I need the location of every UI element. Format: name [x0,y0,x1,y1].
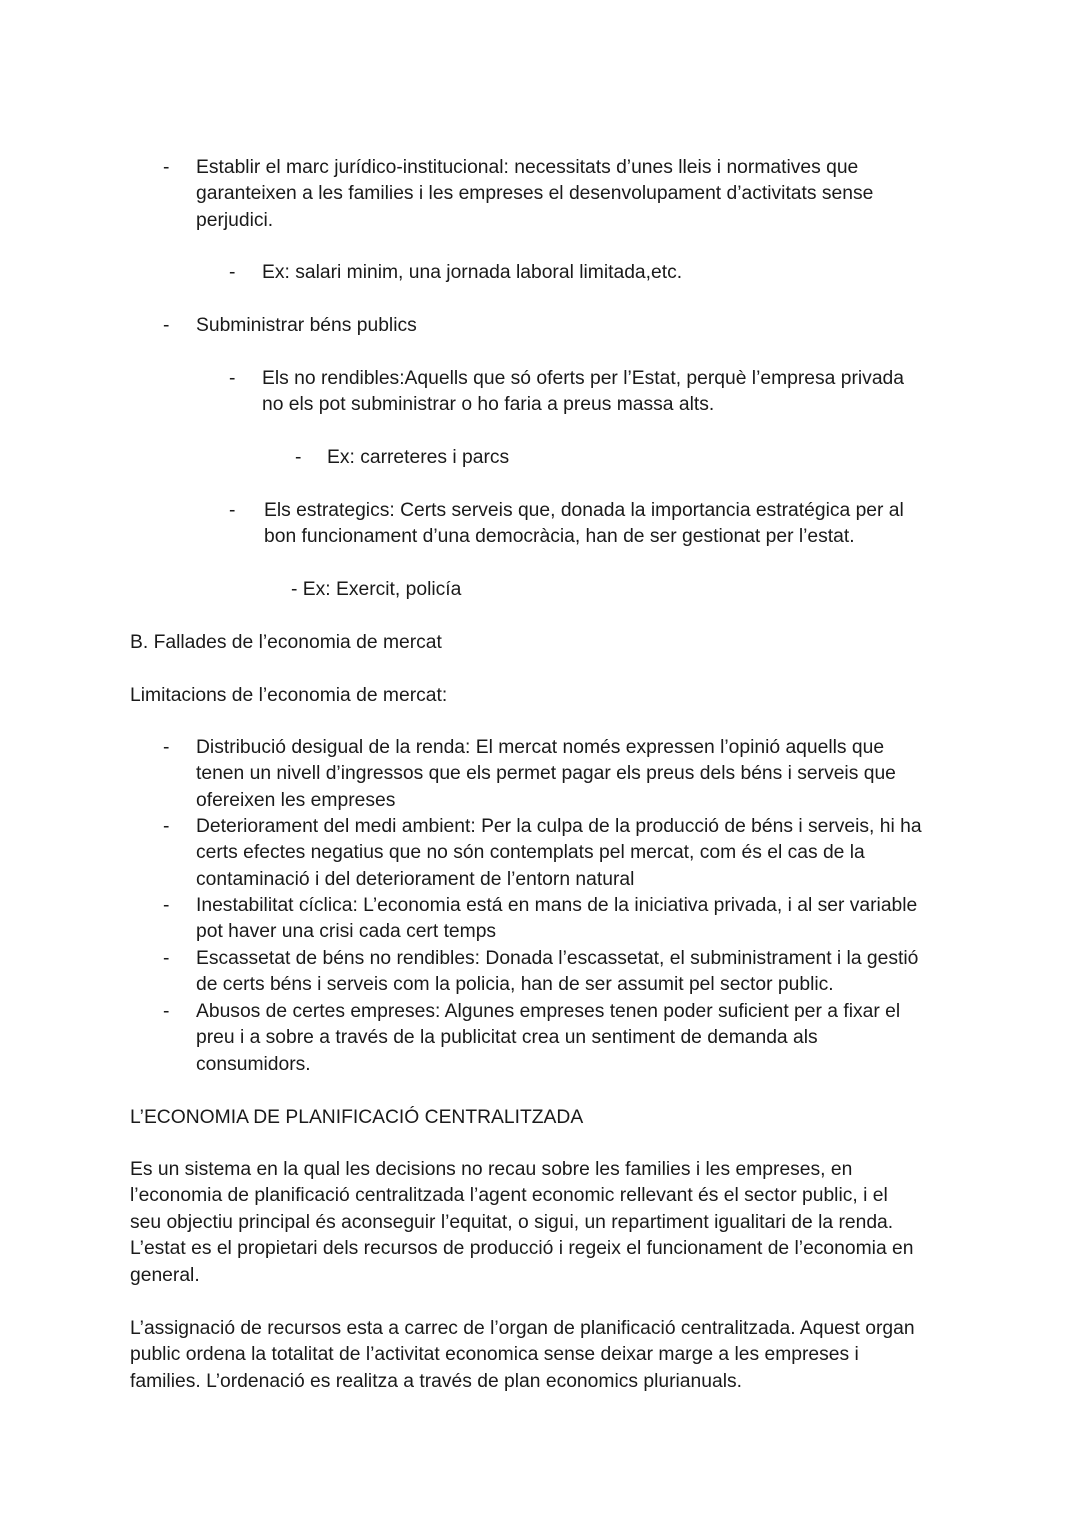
text-line: families. L’ordenació es realitza a través de plan economics plurianuals. [130,1370,742,1392]
bullet-dash: - [163,816,170,837]
text-line: preu i a sobre a través de la publicitat crea un sentiment de demanda als [196,1027,818,1049]
text-line: Es un sistema en la qual les decisions no recau sobre les families i les empreses, en [130,1159,853,1180]
text-line: general. [130,1264,200,1286]
text-line: Els no rendibles:Aquells que só oferts per l’Estat, perquè l’empresa privada [262,368,904,389]
paragraph-planned-economy-definition [130,1157,913,1289]
paragraph-resource-allocation [130,1316,915,1395]
example-roads-parks: Ex: carreteres i parcs [327,447,510,468]
text-line: L’assignació de recursos esta a carrec de l’organ de planificació centralitzada. Aquest organ [130,1318,915,1339]
bullet-public-goods: Subministrar béns publics [196,315,417,336]
text-line: seu objectiu principal és aconseguir l’equitat, o sigui, un repartiment igualitari de la renda. [130,1211,894,1233]
sub-bullet-dash: - [229,368,236,389]
text-line: de certs béns i serveis com la policia, han de ser assumit pel sector public. [196,974,834,996]
text-line: L’estat es el propietari dels recursos de producció i regeix el funcionament de l’economia en [130,1238,914,1260]
text-line: Abusos de certes empreses: Algunes empreses tenen poder suficient per a fixar el [196,1001,901,1022]
text-line: garanteixen a les families i les empreses el desenvolupament d’activitats sense [196,183,874,205]
sub-bullet-dash: - [229,500,236,521]
example-minimum-wage: Ex: salari minim, una jornada laboral limitada,etc. [262,262,683,283]
text-line: l’economia de planificació centralitzada l’agent economic rellevant és el sector public, i el [130,1185,888,1207]
text-line: Deteriorament del medi ambient: Per la culpa de la producció de béns i serveis, hi ha [196,816,922,837]
bullet-dash: - [163,737,170,758]
example-army-police: - Ex: Exercit, policía [291,579,462,600]
bullet-legal-framework [196,155,873,234]
text-line: tenen un nivell d’ingressos que els permet pagar els preus dels béns i serveis que [196,763,896,785]
text-line: bon funcionament d’una democràcia, han de ser gestionat per l’estat. [264,526,855,548]
limitation-scarcity [196,946,918,999]
bullet-dash: - [163,315,170,336]
sub-sub-bullet-dash: - [295,447,302,468]
text-line: public ordena la totalitat de l’activitat economica sense deixar marge a les empreses i [130,1344,859,1366]
text-line: contaminació i del deteriorament de l’entorn natural [196,868,635,890]
limitation-environment [196,814,922,893]
section-heading-planned-economy: L’ECONOMIA DE PLANIFICACIÓ CENTRALITZADA [130,1107,584,1128]
limitations-intro: Limitacions de l’economia de mercat: [130,685,448,706]
text-line: consumidors. [196,1053,311,1075]
text-line: certs efectes negatius que no són contemplats pel mercat, com és el cas de la [196,842,865,864]
text-line: Establir el marc jurídico-institucional: necessitats d’unes lleis i normatives que [196,157,859,178]
text-line: Escassetat de béns no rendibles: Donada l’escassetat, el subministrament i la gestió [196,948,919,969]
limitation-income-distribution [196,735,896,814]
bullet-dash: - [163,1001,170,1022]
text-line: Distribució desigual de la renda: El mercat només expressen l’opinió aquells que [196,737,885,758]
text-line: no els pot subministrar o ho faria a preus massa alts. [262,394,715,416]
text-line: ofereixen les empreses [196,789,396,811]
limitation-business-abuse [196,999,900,1078]
sub-bullet-strategic [264,498,904,551]
text-line: pot haver una crisi cada cert temps [196,921,497,943]
text-line: Inestabilitat cíclica: L’economia está en mans de la iniciativa privada, i al ser variable [196,895,918,916]
bullet-dash: - [163,948,170,969]
sub-bullet-dash: - [229,262,236,283]
bullet-dash: - [163,157,170,178]
text-line: perjudici. [196,209,274,231]
text-line: Els estrategics: Certs serveis que, donada la importancia estratégica per al [264,500,904,521]
sub-bullet-non-profitable [262,366,904,419]
bullet-dash: - [163,895,170,916]
section-heading-market-failures: B. Fallades de l’economia de mercat [130,632,442,653]
limitation-cyclical-instability [196,893,917,946]
